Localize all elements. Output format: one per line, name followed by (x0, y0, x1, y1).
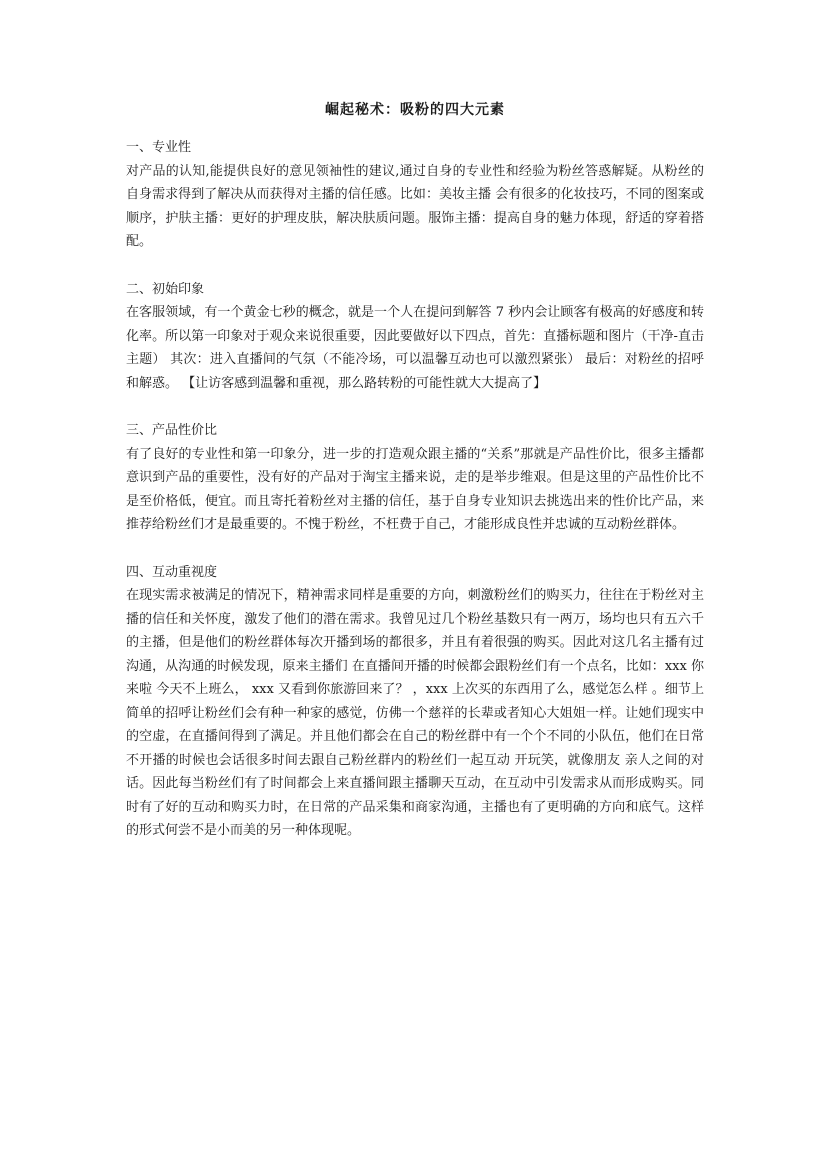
document-title: 崛起秘术：吸粉的四大元素 (325, 102, 505, 118)
section-body: 在现实需求被满足的情况下，精神需求同样是重要的方向，刺激粉丝们的购买力，往往在于粉丝对主播的信任和关怀度，激发了他们的潜在需求。我曾见过几个粉丝基数只有一两万，场均也只有五六千的主播，但是他们的粉丝群体每次开播到场的都很多，并且有着很强的购买。因此对这几名主播有过沟通，从沟通的时候发现，原来主播们 在直播间开播的时候都会跟粉丝们有一个点名，比如：xxx 你来啦 今天不上班么， xxx 又看到你旅游回来了？ ，xxx 上次买的东西用了么，感觉怎么样 。细节上简单的招呼让粉丝们会有种一种家的感觉，仿佛一个慈祥的长辈或者知心大姐姐一样。让她们现实中的空虚，在直播间得到了满足。并且他们都会在自己的粉丝群中有一个个不同的小队伍，他们在日常不开播的时候也会话很多时间去跟自己粉丝群内的粉丝们一起互动 开玩笑，就像朋友 亲人之间的对话。因此每当粉丝们有了时间都会上来直播间跟主播聊天互动，在互动中引发需求从而形成购买。同时有了好的互动和购买力时，在日常的产品采集和商家沟通，主播也有了更明确的方向和底气。这样的形式何尝不是小而美的另一种体现呢。 (126, 588, 704, 838)
section-heading: 三、产品性价比 (126, 423, 218, 438)
section-body: 对产品的认知,能提供良好的意见领袖性的建议,通过自身的专业性和经验为粉丝答惑解疑。从粉丝的自身需求得到了解决从而获得对主播的信任感。比如：美妆主播 会有很多的化妆技巧，不同的图案或顺序，护肤主播：更好的护理皮肤，解决肤质问题。服饰主播：提高自身的魅力体现，舒适的穿着搭配。 (126, 163, 704, 249)
section-body: 有了良好的专业性和第一印象分，进一步的打造观众跟主播的“关系”那就是产品性价比，很多主播都意识到产品的重要性，没有好的产品对于淘宝主播来说，走的是举步维艰。但是这里的产品性价比不是至价格低，便宜。而且寄托着粉丝对主播的信任，基于自身专业知识去挑选出来的性价比产品，来推荐给粉丝们才是最重要的。不愧于粉丝，不枉费于自己，才能形成良性并忠诚的互动粉丝群体。 (126, 446, 704, 532)
section-value-for-money (126, 419, 704, 537)
section-interaction (126, 561, 704, 843)
section-heading: 一、专业性 (126, 140, 192, 155)
section-heading: 四、互动重视度 (126, 564, 218, 580)
section-body: 在客服领域，有一个黄金七秒的概念，就是一个人在提问到解答 7 秒内会让顾客有极高的好感度和转化率。所以第一印象对于观众来说很重要，因此要做好以下四点，首先：直播标题和图片（干净-直击主题） 其次：进入直播间的气氛（不能冷场，可以温馨互动也可以激烈紧张） 最后：对粉丝的招呼和解惑。 【让访客感到温馨和重视，那么路转粉的可能性就大大提高了】 (126, 305, 704, 391)
section-professionalism (126, 136, 704, 254)
document-page (126, 98, 704, 867)
section-first-impression (126, 278, 704, 396)
section-heading: 二、初始印象 (126, 281, 205, 297)
